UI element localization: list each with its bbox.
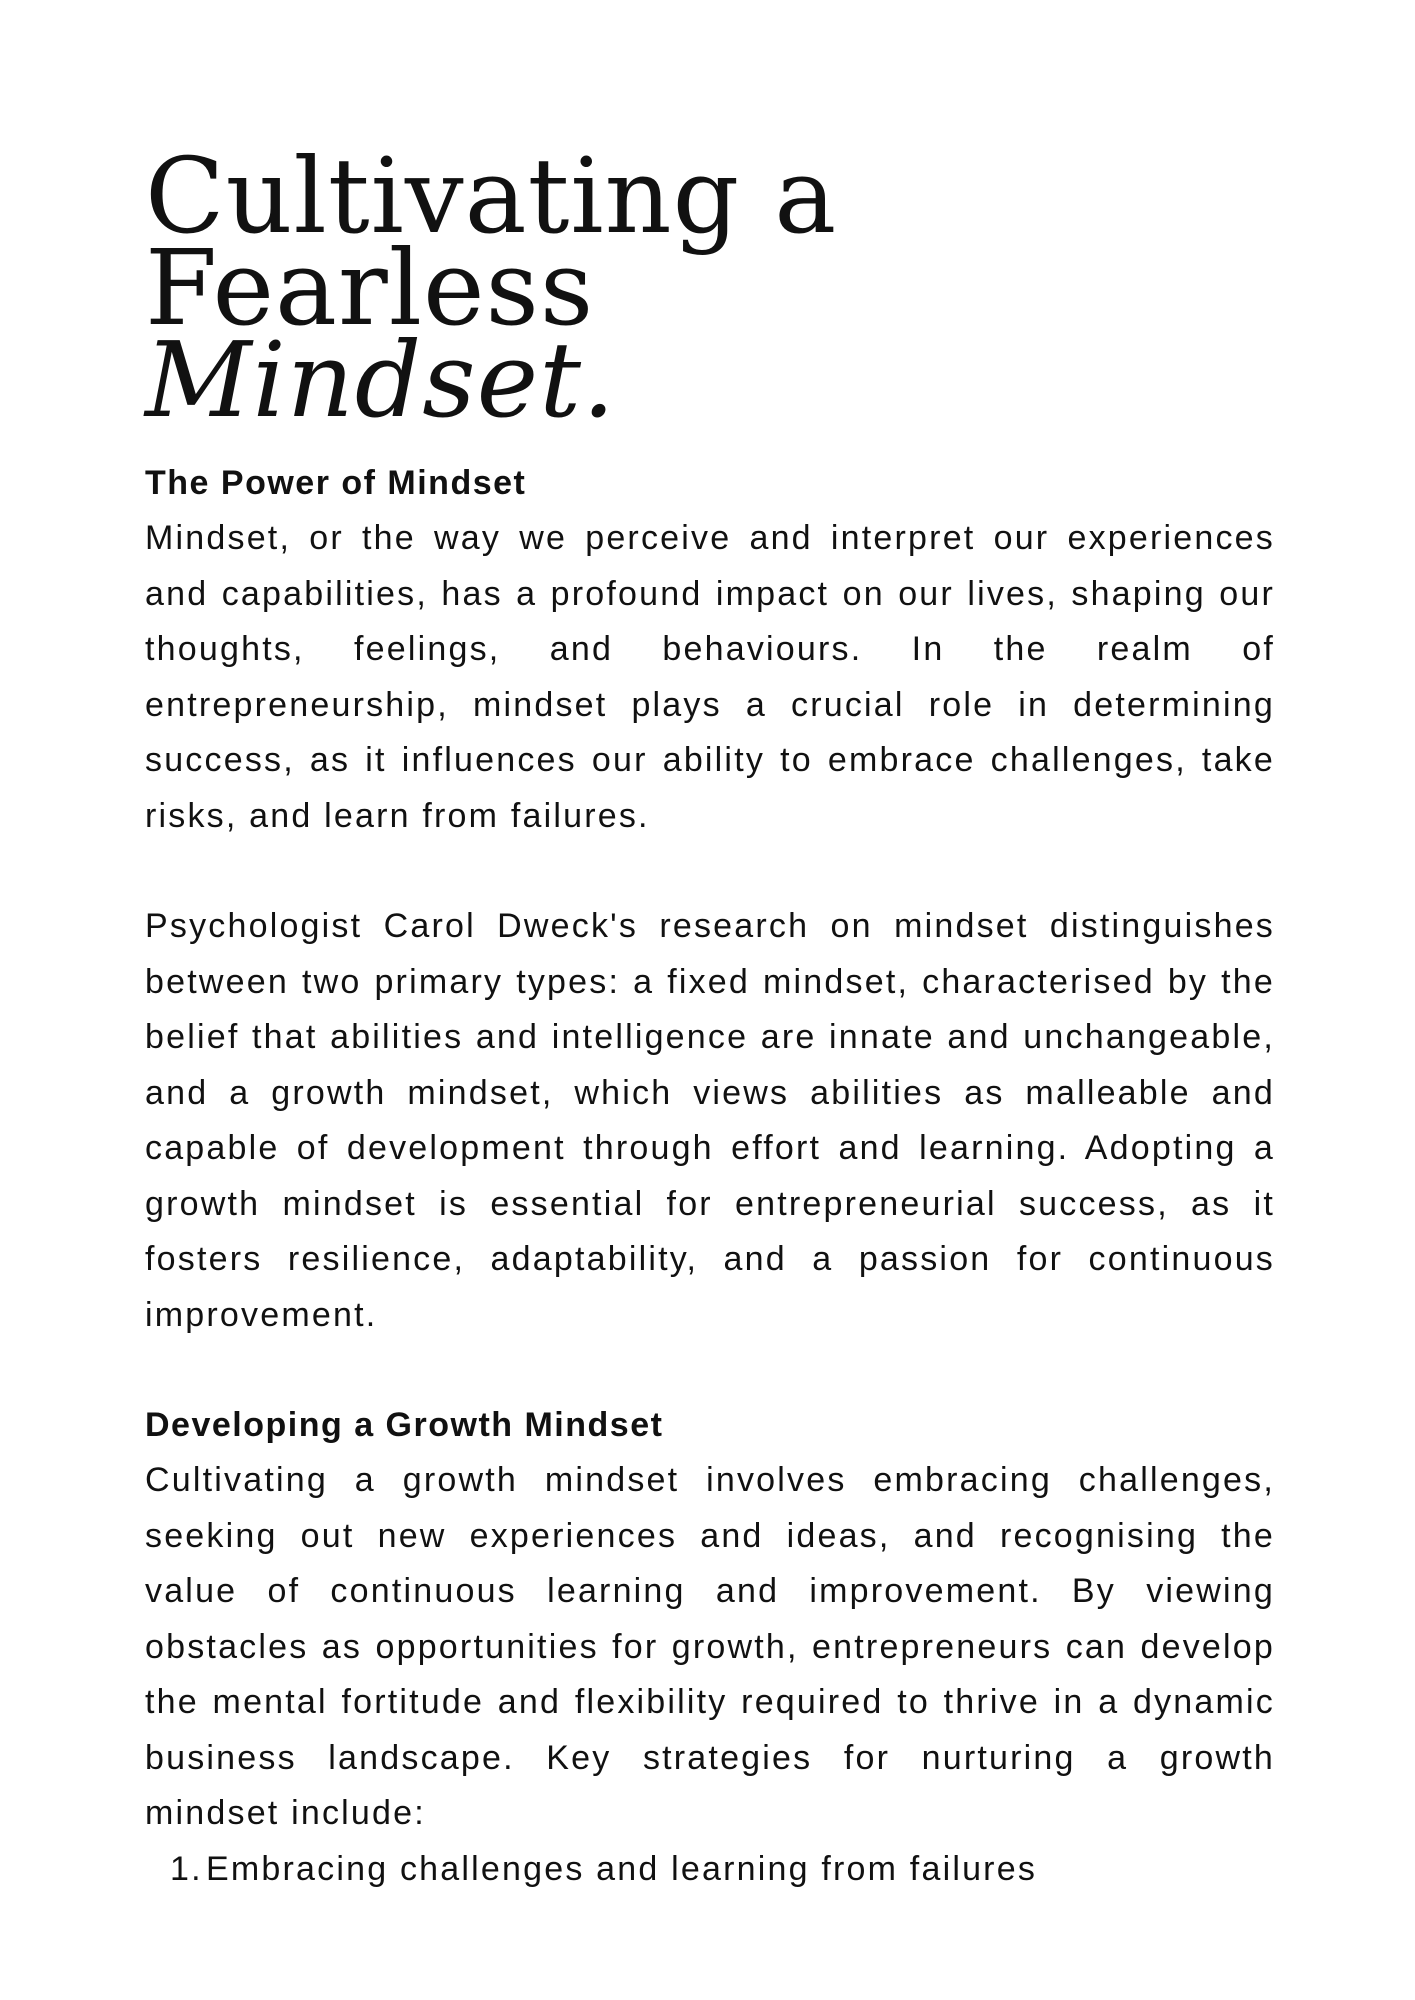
page-title [145,135,1275,441]
section-heading-developing-growth-mindset: Developing a Growth Mindset [145,1406,664,1444]
strategies-list [145,1842,1275,1898]
paragraph-dweck-research: Psychologist Carol Dweck's research on mindset distinguishes between two primary types: a fixed mindset, characterised by the belief that abilities and intelligence are innate and unchangeable, and a growth mindset, which views abilities as malleable and capable of development through effort and learning. Adopting a growth mindset is essential for entrepreneurial success, as it fosters resilience, adaptability, and a passion for continuous improvement. [145,907,1275,1334]
title-line-2: Mindset. [145,319,617,441]
paragraph-mindset-definition: Mindset, or the way we perceive and interpret our experiences and capabilities, has a profound impact on our lives, shaping our thoughts, feelings, and behaviours. In the realm of entrepreneurship, mindset plays a crucial role in determining success, as it influences our ability to embrace challenges, take risks, and learn from failures. [145,519,1275,835]
list-item-text: Embracing challenges and learning from failures [206,1849,1038,1888]
list-item-number: 1. [170,1849,203,1888]
paragraph-cultivating-growth-mindset: Cultivating a growth mindset involves embracing challenges, seeking out new experiences and ideas, and recognising the value of continuous learning and improvement. By viewing obstacles as opportunities for growth, entrepreneurs can develop the mental fortitude and flexibility required to thrive in a dynamic business landscape. Key strategies for nurturing a growth mindset include: [145,1461,1275,1832]
section-heading-power-of-mindset: The Power of Mindset [145,464,527,502]
list-item [145,1842,1275,1898]
document-page [145,135,1275,1897]
title-line-1: Cultivating a Fearless [145,135,838,349]
